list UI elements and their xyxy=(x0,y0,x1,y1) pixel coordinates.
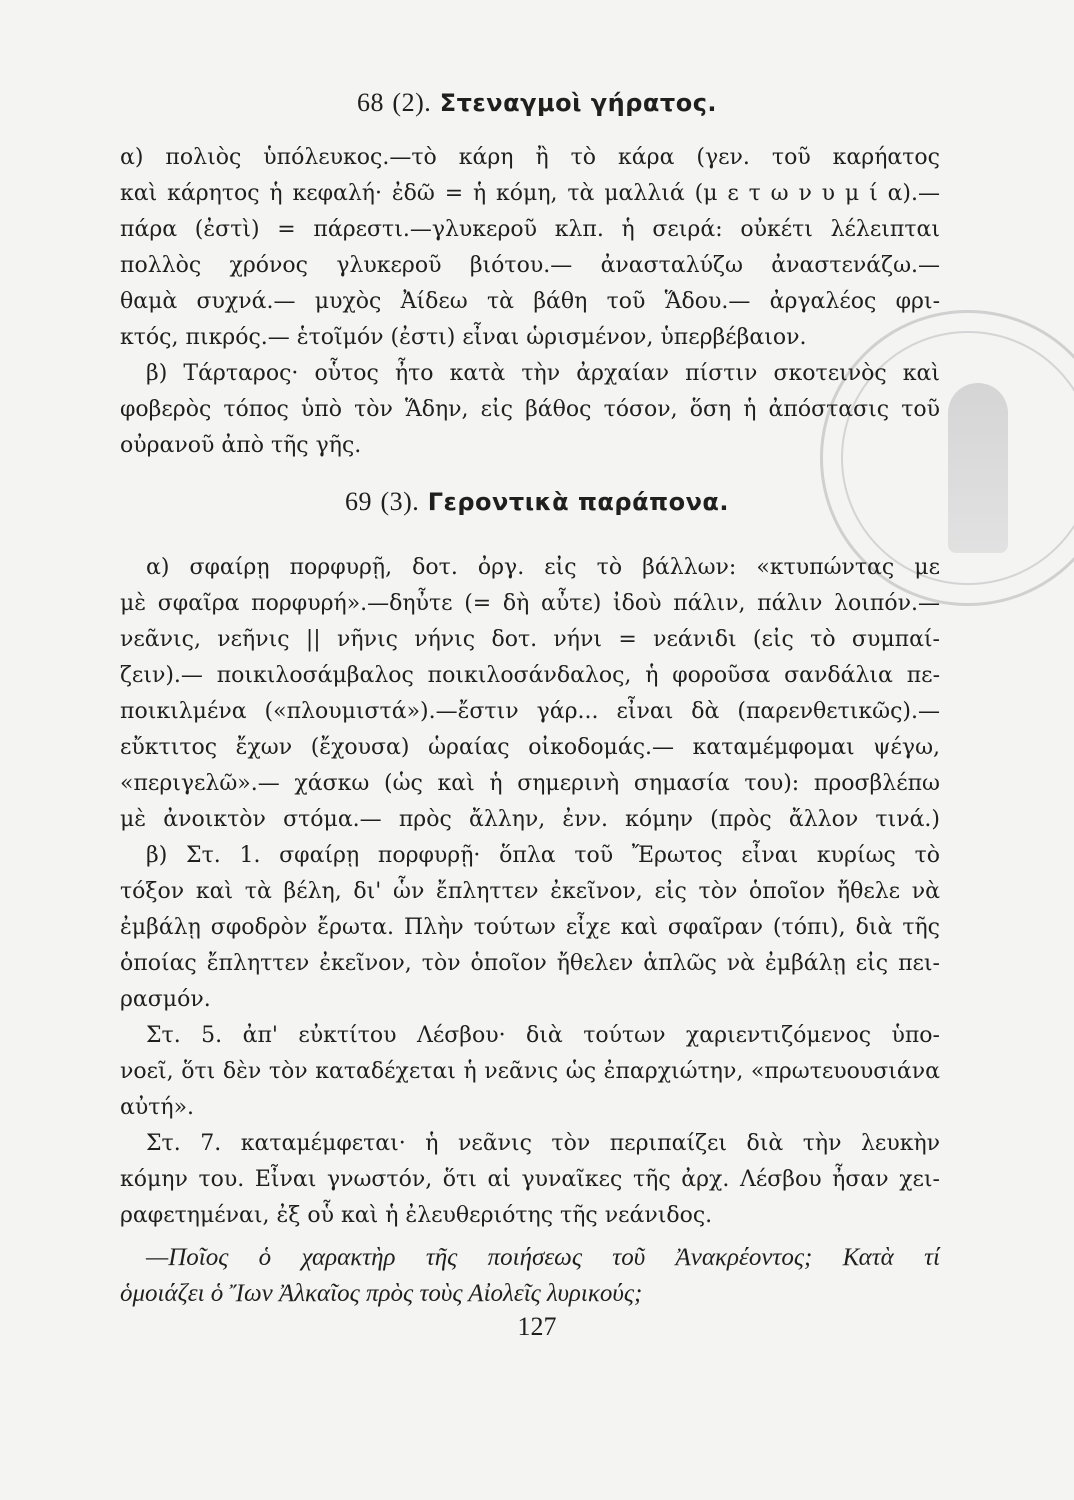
section-69-body xyxy=(120,550,940,1312)
text-line: ραφετημέναι, ἐξ οὗ καὶ ἡ ἐλευθεριότης τῆς νεάνιδος. xyxy=(120,1203,713,1228)
text-line: α) πολιὸς ὑπόλευκος.—τὸ κάρη ἢ τὸ κάρα (γεν. τοῦ καρήατος xyxy=(120,145,940,170)
text-line: κόμην του. Εἶναι γνωστόν, ὅτι αἱ γυναῖκες τῆς ἀρχ. Λέσβου ἦσαν χει- xyxy=(120,1167,940,1192)
text-line: ποικιλμένα («πλουμιστά»).—ἔστιν γάρ... εἶναι δὰ (παρενθετικῶς).— xyxy=(120,699,940,724)
text-line: νοεῖ, ὅτι δὲν τὸν καταδέχεται ἡ νεᾶνις ὡς ἐπαρχιώτην, «πρωτευουσιάνα xyxy=(120,1059,940,1084)
section-68-number: 68 xyxy=(356,88,384,117)
text-line: ζειν).— ποικιλοσάμβαλος ποικιλοσάνδαλος, ἡ φοροῦσα σανδάλια πε- xyxy=(120,663,940,688)
text-line: Στ. 5. ἀπ' εὐκτίτου Λέσβου· διὰ τούτων χαριεντιζόμενος ὑπο- xyxy=(146,1023,940,1048)
page-number: 127 xyxy=(517,1312,557,1341)
text-line: «περιγελῶ».— χάσκω (ὡς καὶ ἡ σημερινὴ σημασία του): προσβλέπω xyxy=(120,771,940,796)
text-line: ὁποίας ἔπληττεν ἐκεῖνον, τὸν ὁποῖον ἤθελεν ἁπλῶς νὰ ἐμβάλῃ εἰς πει- xyxy=(120,951,940,976)
text-line: ἐμβάλῃ σφοδρὸν ἔρωτα. Πλὴν τούτων εἶχε καὶ σφαῖραν (τόπι), διὰ τῆς xyxy=(120,915,940,940)
stamp-figure-icon xyxy=(948,383,1008,553)
text-line: αὐτή». xyxy=(120,1095,195,1120)
question-line: —Ποῖος ὁ χαρακτὴρ τῆς ποιήσεως τοῦ Ἀνακρέοντος; Κατὰ τί xyxy=(146,1244,940,1271)
text-line: ρασμόν. xyxy=(120,987,211,1012)
section-68-title: Στεναγμοὶ γήρατος. xyxy=(439,89,718,117)
text-line: Στ. 7. καταμέμφεται· ἡ νεᾶνις τὸν περιπαίζει διὰ τὴν λευκὴν xyxy=(146,1131,940,1156)
text-line: θαμὰ συχνά.— μυχὸς Ἀίδεω τὰ βάθη τοῦ Ἅδου.— ἀργαλέος φρι- xyxy=(120,289,940,314)
text-line: μὲ ἀνοικτὸν στόμα.— πρὸς ἄλλην, ἐνν. κόμην (πρὸς ἄλλον τινά.) xyxy=(120,807,940,832)
section-68-body xyxy=(120,140,940,464)
text-line: φοβερὸς τόπος ὑπὸ τὸν Ἅδην, εἰς βάθος τόσον, ὅση ἡ ἀπόστασις τοῦ xyxy=(120,397,940,422)
text-line: νεᾶνις, νεῆνις || νῆνις νήνις δοτ. νήνι = νεάνιδι (εἰς τὸ συμπαί- xyxy=(120,627,940,652)
text-line: κτός, πικρός.— ἑτοῖμόν (ἐστι) εἶναι ὡρισμένον, ὑπερβέβαιον. xyxy=(120,325,807,350)
text-line: οὐρανοῦ ἀπὸ τῆς γῆς. xyxy=(120,433,362,458)
text-line: μὲ σφαῖρα πορφυρή».—δηὖτε (= δὴ αὖτε) ἰδοὺ πάλιν, πάλιν λοιπόν.— xyxy=(120,591,940,616)
text-line: β) Τάρταρος· οὗτος ἦτο κατὰ τὴν ἀρχαίαν πίστιν σκοτεινὸς καὶ xyxy=(146,361,940,386)
text-line: τόξον καὶ τὰ βέλη, δι' ὧν ἔπληττεν ἐκεῖνον, εἰς τὸν ὁποῖον ἤθελε νὰ xyxy=(120,879,940,904)
text-line: εὔκτιτος ἔχων (ἔχουσα) ὡραίας οἰκοδομάς.— καταμέμφομαι ψέγω, xyxy=(120,735,940,760)
section-69-number: 69 xyxy=(344,487,372,516)
section-69-title: Γεροντικὰ παράπονα. xyxy=(427,488,730,516)
question-line: ὁμοιάζει ὁ Ἴων Ἀλκαῖος πρὸς τοὺς Αἰολεῖς λυρικούς; xyxy=(120,1280,643,1307)
section-68-heading xyxy=(0,88,1074,118)
text-line: β) Στ. 1. σφαίρῃ πορφυρῇ· ὅπλα τοῦ Ἔρωτος εἶναι κυρίως τὸ xyxy=(146,843,940,868)
section-68-ref: (2). xyxy=(392,88,432,117)
text-line: πολλὸς χρόνος γλυκεροῦ βιότου.— ἀνασταλύζω ἀναστενάζω.— xyxy=(120,253,940,278)
text-line: πάρα (ἐστὶ) = πάρεστι.—γλυκεροῦ κλπ. ἡ σειρά: οὐκέτι λέλειπται xyxy=(120,217,940,242)
text-line: καὶ κάρητος ἡ κεφαλή· ἐδῶ = ἡ κόμη, τὰ μαλλιά (μ ε τ ω ν υ μ ί α).— xyxy=(120,181,940,206)
text-line: α) σφαίρῃ πορφυρῇ, δοτ. ὀργ. εἰς τὸ βάλλων: «κτυπώντας με xyxy=(146,555,940,580)
section-69-ref: (3). xyxy=(380,487,420,516)
section-69-heading xyxy=(0,487,1074,517)
